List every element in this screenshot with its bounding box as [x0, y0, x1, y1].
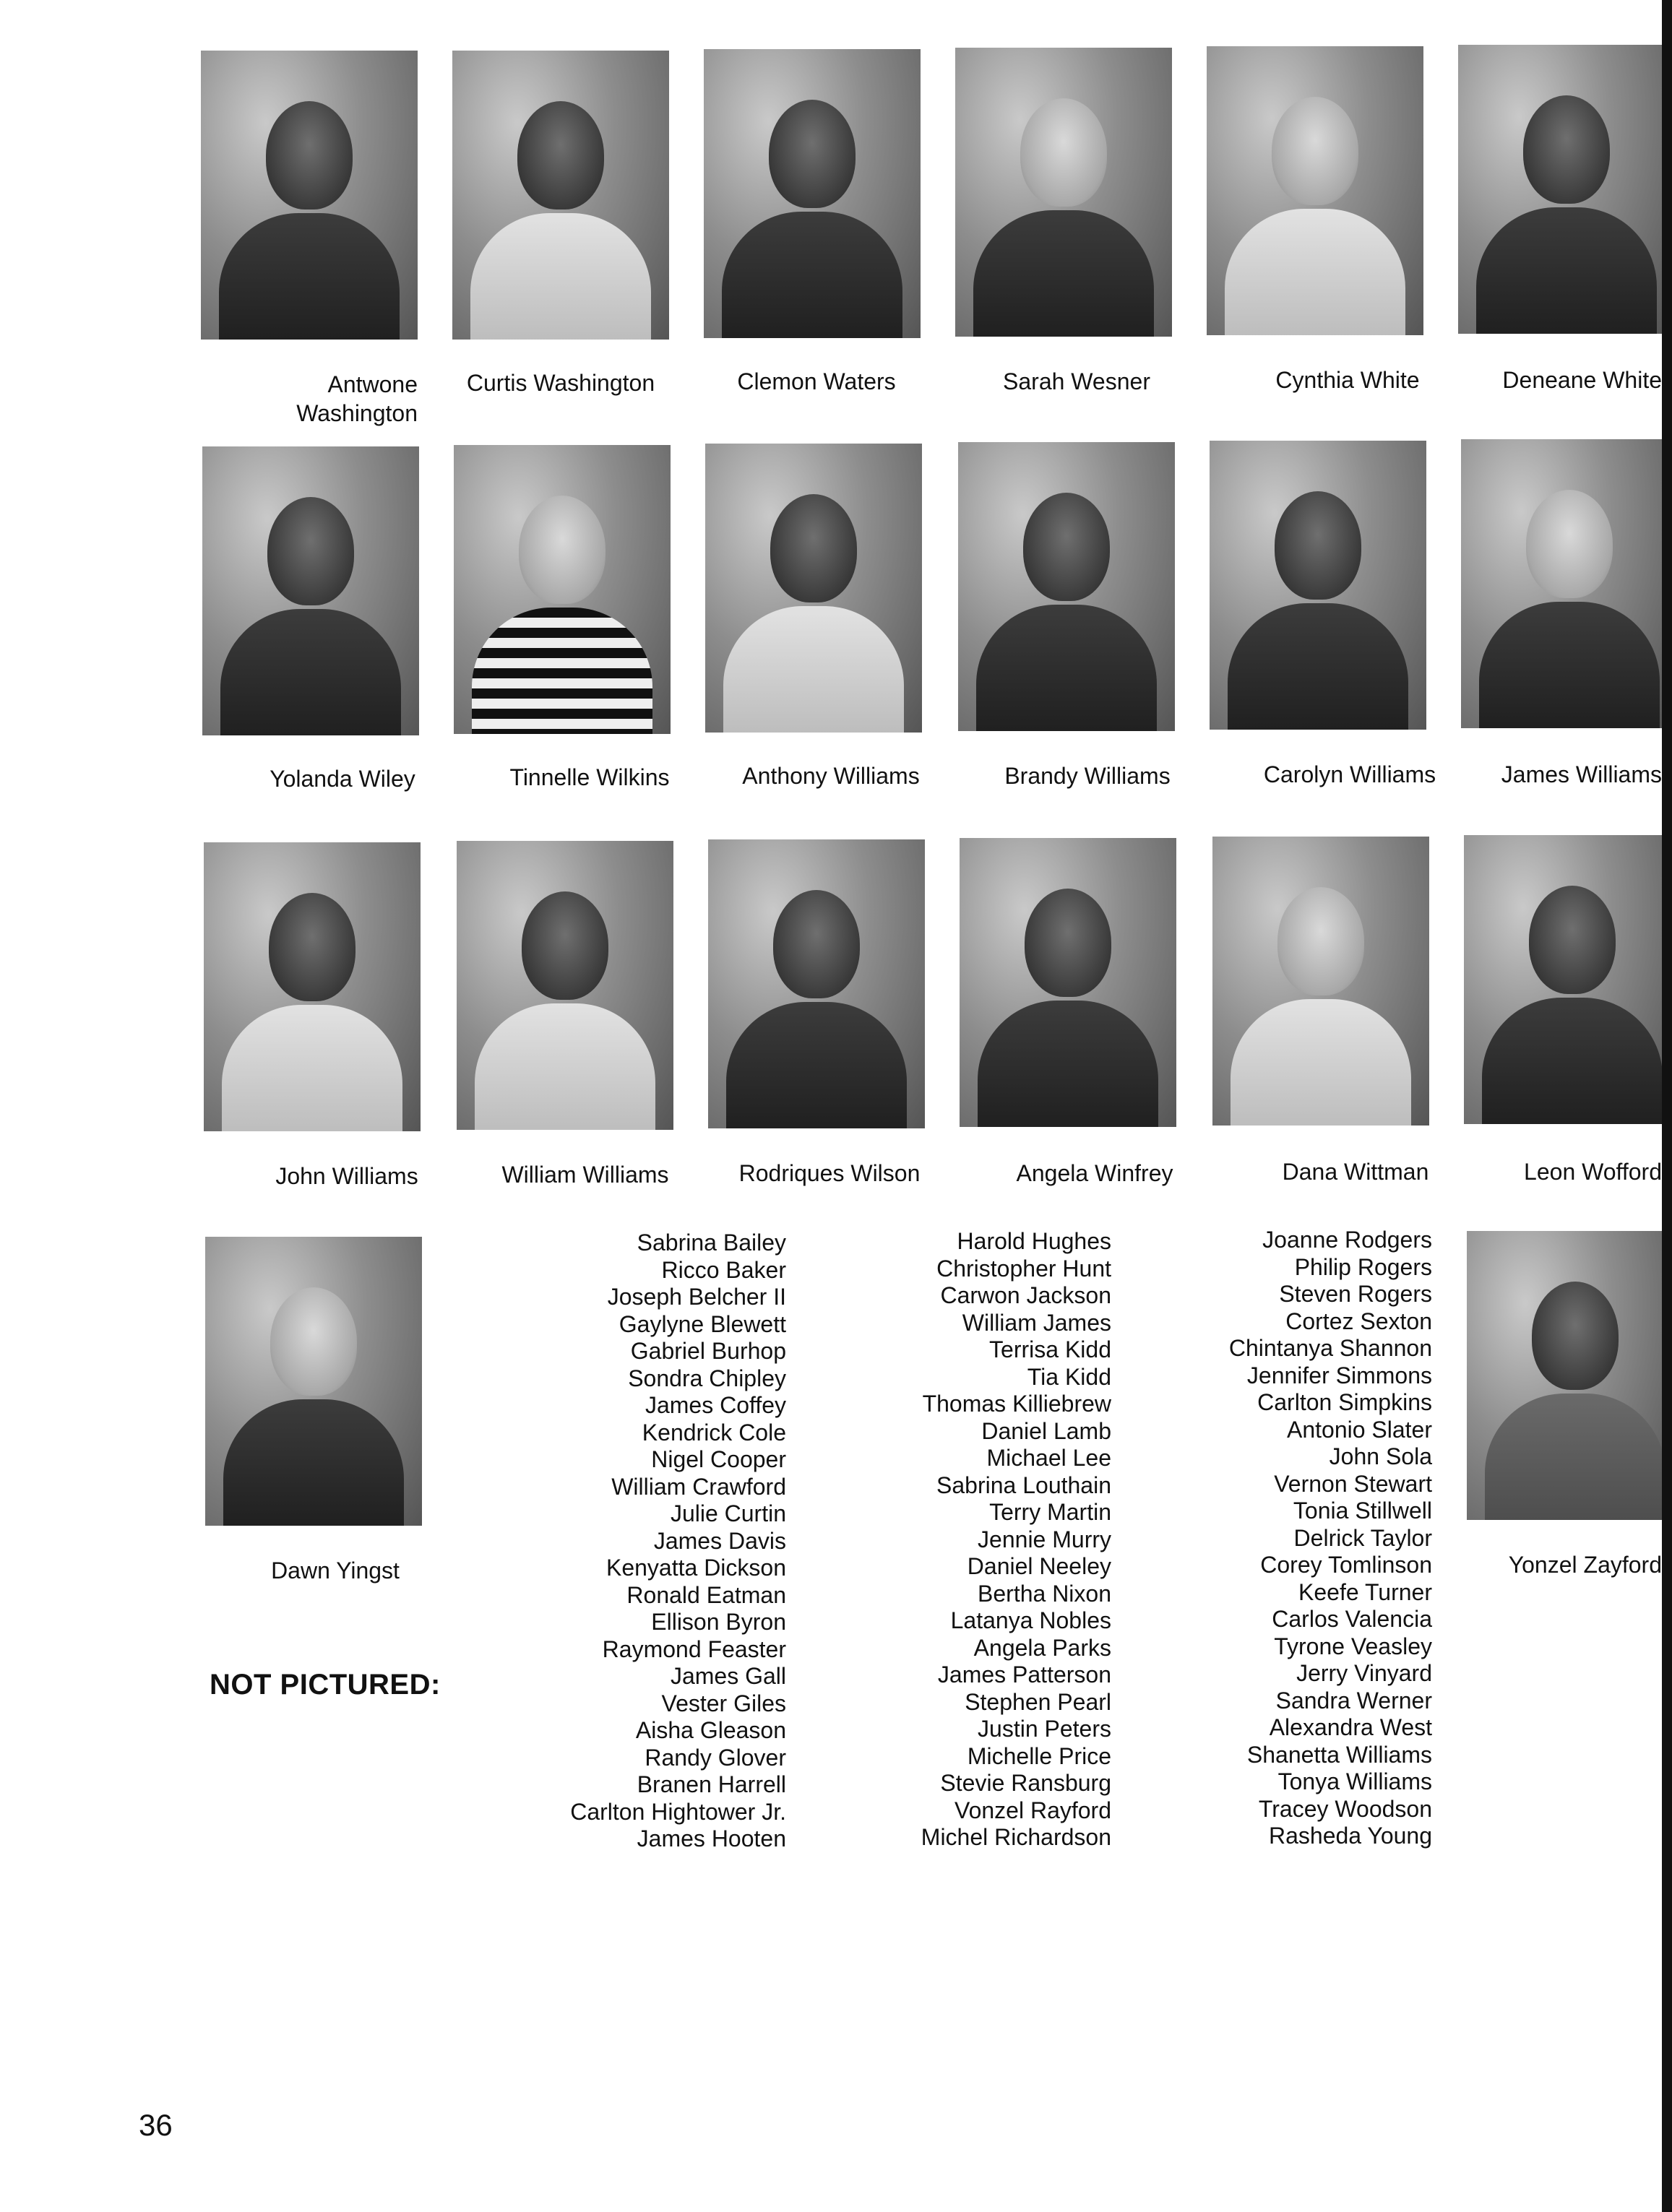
- student-name: Yolanda Wiley: [270, 766, 415, 792]
- student-name: James Williams: [1501, 761, 1662, 787]
- student-name: Angela Winfrey: [1016, 1160, 1173, 1186]
- student-name: Anthony Williams: [742, 763, 920, 789]
- not-pictured-heading: NOT PICTURED:: [210, 1669, 441, 1701]
- portrait-photo: [457, 841, 673, 1130]
- not-pictured-name: Ellison Byron: [651, 1609, 786, 1635]
- not-pictured-name: Tyrone Veasley: [1274, 1633, 1432, 1659]
- not-pictured-name: William Crawford: [611, 1473, 786, 1500]
- not-pictured-name: Christopher Hunt: [936, 1255, 1111, 1282]
- not-pictured-name: Jennie Murry: [978, 1526, 1111, 1552]
- not-pictured-name: Michael Lee: [986, 1445, 1111, 1471]
- not-pictured-name: Sandra Werner: [1275, 1687, 1432, 1714]
- not-pictured-name: Harold Hughes: [957, 1228, 1111, 1254]
- not-pictured-name: Tonia Stillwell: [1293, 1498, 1432, 1524]
- student-name: Tinnelle Wilkins: [509, 764, 670, 790]
- not-pictured-name: Jerry Vinyard: [1296, 1660, 1432, 1686]
- not-pictured-name: Nigel Cooper: [651, 1446, 786, 1472]
- not-pictured-name: Michelle Price: [967, 1742, 1111, 1769]
- student-name: Deneane White: [1502, 367, 1662, 393]
- student-name: John Williams: [275, 1163, 418, 1189]
- not-pictured-name: Aisha Gleason: [635, 1717, 786, 1743]
- not-pictured-name: Tonya Williams: [1277, 1768, 1432, 1794]
- portrait-photo: [1467, 1231, 1662, 1520]
- not-pictured-name: Philip Rogers: [1294, 1253, 1432, 1280]
- student-name: Dana Wittman: [1282, 1159, 1429, 1185]
- student-name: William Williams: [501, 1162, 669, 1188]
- not-pictured-name: Delrick Taylor: [1293, 1524, 1432, 1551]
- student-name: Brandy Williams: [1004, 763, 1171, 789]
- not-pictured-name: Corey Tomlinson: [1260, 1552, 1432, 1578]
- not-pictured-name: Daniel Neeley: [967, 1553, 1111, 1579]
- student-name: Yonzel Zayford: [1508, 1552, 1662, 1578]
- portrait-photo: [204, 842, 421, 1131]
- not-pictured-name: Thomas Killiebrew: [922, 1391, 1111, 1417]
- not-pictured-column: [506, 1230, 786, 1853]
- portrait-photo: [452, 51, 669, 340]
- portrait-photo: [955, 48, 1172, 337]
- not-pictured-name: Steven Rogers: [1279, 1281, 1432, 1307]
- portrait-photo: [1461, 439, 1662, 728]
- not-pictured-name: Latanya Nobles: [950, 1607, 1111, 1633]
- not-pictured-name: James Hooten: [637, 1826, 786, 1852]
- not-pictured-name: Alexandra West: [1269, 1714, 1432, 1740]
- not-pictured-name: Kenyatta Dickson: [606, 1555, 786, 1581]
- not-pictured-name: Carlos Valencia: [1272, 1606, 1432, 1632]
- not-pictured-name: John Sola: [1329, 1443, 1432, 1469]
- portrait-photo: [1212, 837, 1429, 1126]
- not-pictured-name: Joseph Belcher II: [607, 1284, 786, 1310]
- not-pictured-name: William James: [962, 1309, 1111, 1336]
- portrait-photo: [454, 445, 671, 734]
- not-pictured-name: Raymond Feaster: [602, 1636, 786, 1662]
- not-pictured-name: Vonzel Rayford: [954, 1797, 1111, 1823]
- not-pictured-name: Stevie Ransburg: [940, 1770, 1111, 1796]
- student-name: Curtis Washington: [466, 370, 655, 396]
- portrait-photo: [1207, 46, 1423, 335]
- portrait-photo: [1458, 45, 1662, 334]
- not-pictured-name: Angela Parks: [973, 1634, 1111, 1661]
- not-pictured-name: Ronald Eatman: [626, 1581, 786, 1608]
- not-pictured-name: Jennifer Simmons: [1246, 1362, 1432, 1388]
- not-pictured-name: Ricco Baker: [661, 1256, 786, 1283]
- not-pictured-name: Randy Glover: [645, 1744, 786, 1771]
- student-name: Leon Wofford: [1524, 1159, 1662, 1185]
- not-pictured-name: Carwon Jackson: [940, 1282, 1111, 1308]
- not-pictured-name: Gabriel Burhop: [630, 1338, 786, 1364]
- portrait-photo: [202, 446, 419, 735]
- portrait-photo: [1464, 835, 1662, 1124]
- not-pictured-name: Terry Martin: [989, 1499, 1111, 1525]
- portrait-photo: [960, 838, 1176, 1127]
- not-pictured-name: Tracey Woodson: [1258, 1795, 1432, 1822]
- not-pictured-name: Stephen Pearl: [965, 1688, 1111, 1715]
- not-pictured-name: Sabrina Bailey: [637, 1230, 786, 1256]
- not-pictured-name: Julie Curtin: [670, 1500, 786, 1526]
- not-pictured-name: Vester Giles: [661, 1690, 786, 1716]
- not-pictured-name: Tia Kidd: [1027, 1363, 1111, 1390]
- not-pictured-name: Chintanya Shannon: [1228, 1335, 1432, 1361]
- student-name: Antwone Washington: [296, 371, 418, 426]
- not-pictured-name: Rasheda Young: [1269, 1823, 1432, 1849]
- not-pictured-name: Kendrick Cole: [642, 1419, 786, 1446]
- portrait-photo: [201, 51, 418, 340]
- portrait-photo: [205, 1237, 422, 1526]
- page-edge: [1662, 0, 1672, 2212]
- not-pictured-name: James Davis: [653, 1527, 786, 1554]
- not-pictured-name: Justin Peters: [978, 1716, 1111, 1742]
- not-pictured-name: Sondra Chipley: [628, 1365, 786, 1391]
- portrait-photo: [708, 839, 925, 1128]
- student-name: Cynthia White: [1275, 367, 1420, 393]
- student-name: Sarah Wesner: [1003, 368, 1150, 394]
- not-pictured-name: Joanne Rodgers: [1262, 1227, 1432, 1253]
- not-pictured-name: Shanetta Williams: [1246, 1741, 1432, 1768]
- not-pictured-name: Sabrina Louthain: [936, 1472, 1111, 1498]
- not-pictured-name: Michel Richardson: [921, 1824, 1111, 1850]
- not-pictured-name: James Patterson: [937, 1662, 1111, 1688]
- not-pictured-name: James Gall: [670, 1663, 786, 1689]
- not-pictured-column: [831, 1228, 1111, 1852]
- not-pictured-name: Bertha Nixon: [978, 1580, 1111, 1607]
- portrait-photo: [704, 49, 921, 338]
- not-pictured-name: Branen Harrell: [637, 1771, 786, 1797]
- not-pictured-name: Terrisa Kidd: [989, 1336, 1111, 1362]
- not-pictured-name: Carlton Hightower Jr.: [570, 1798, 786, 1825]
- not-pictured-name: Antonio Slater: [1286, 1416, 1432, 1443]
- student-name: Carolyn Williams: [1263, 761, 1436, 787]
- not-pictured-name: Carlton Simpkins: [1257, 1389, 1432, 1415]
- not-pictured-column: [1152, 1227, 1432, 1850]
- not-pictured-name: Daniel Lamb: [981, 1417, 1111, 1444]
- page-number: 36: [139, 2108, 173, 2142]
- not-pictured-name: James Coffey: [645, 1392, 786, 1418]
- not-pictured-name: Gaylyne Blewett: [619, 1310, 786, 1337]
- portrait-photo: [1210, 441, 1426, 730]
- not-pictured-name: Vernon Stewart: [1274, 1470, 1432, 1497]
- student-name: Dawn Yingst: [271, 1558, 400, 1584]
- portrait-photo: [705, 444, 922, 733]
- student-name: Clemon Waters: [737, 368, 896, 394]
- student-name: Rodriques Wilson: [738, 1160, 921, 1186]
- not-pictured-name: Keefe Turner: [1298, 1578, 1432, 1605]
- not-pictured-name: Cortez Sexton: [1285, 1308, 1432, 1334]
- portrait-photo: [958, 442, 1175, 731]
